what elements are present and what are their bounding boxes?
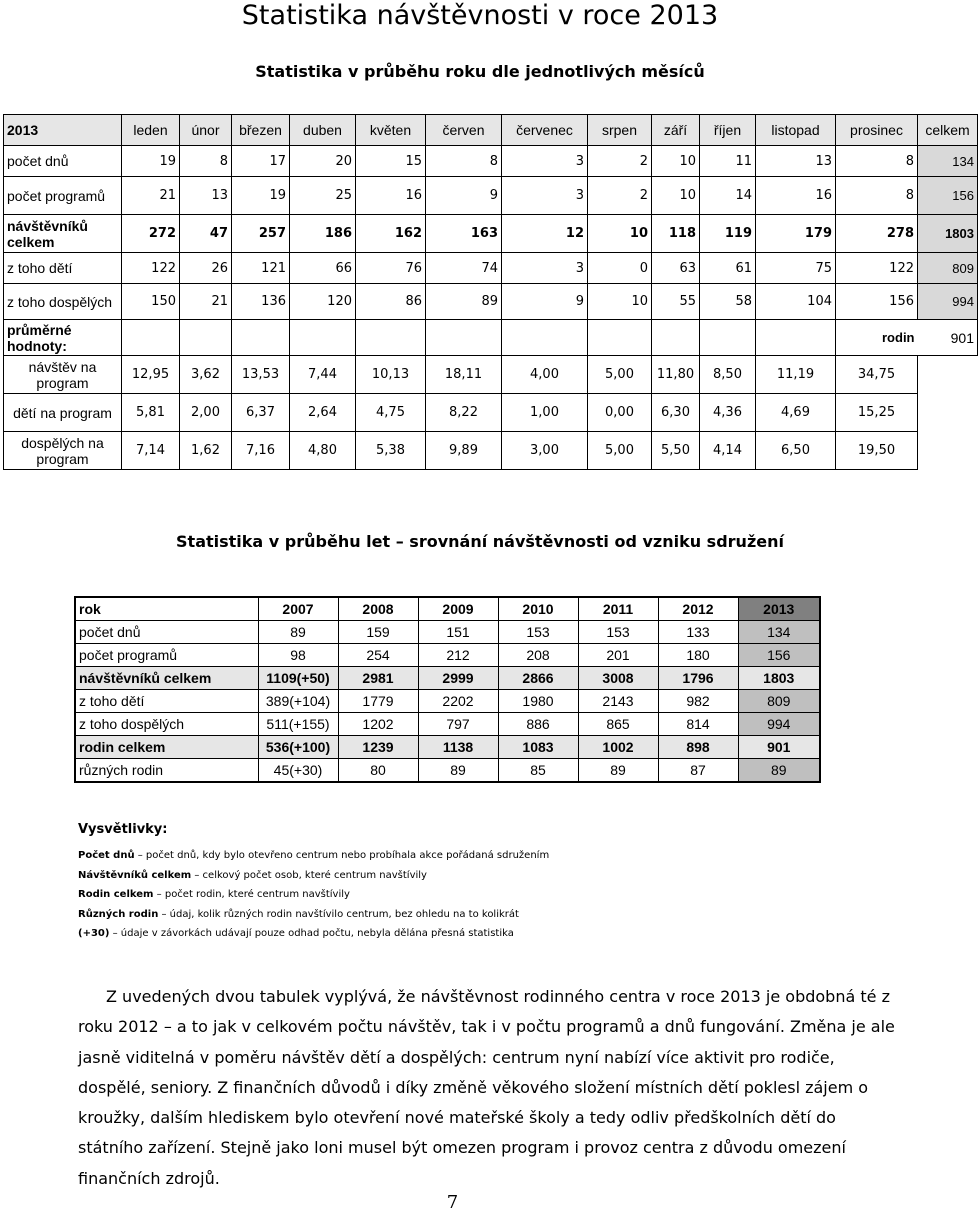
table-cell: 2 <box>588 146 652 177</box>
table-cell: 61 <box>700 253 756 284</box>
row-label: návštěvníků celkem <box>75 667 258 690</box>
table-cell: 257 <box>232 215 290 253</box>
table-cell: 212 <box>418 644 498 667</box>
table-cell: 156 <box>836 284 918 320</box>
legend-text: – údaje v závorkách udávají pouze odhad počtu, nebyla dělána přesná statistika <box>109 928 514 939</box>
rodin-label: rodin <box>836 320 918 356</box>
table-cell: 2009 <box>418 597 498 621</box>
table-cell: 797 <box>418 713 498 736</box>
table-cell: 12,95 <box>122 356 180 394</box>
table-cell: 18,11 <box>426 356 502 394</box>
table-cell: 3,62 <box>180 356 232 394</box>
table-row <box>75 736 820 759</box>
table-cell: 21 <box>122 177 180 215</box>
table-cell: 6,50 <box>756 432 836 470</box>
table-cell: 1779 <box>338 690 418 713</box>
table-cell: 1138 <box>418 736 498 759</box>
table-cell: 0 <box>588 253 652 284</box>
table-cell: 12 <box>502 215 588 253</box>
table-cell: 19,50 <box>836 432 918 470</box>
table-cell: 886 <box>498 713 578 736</box>
table-cell: 15,25 <box>836 394 918 432</box>
table-cell: 118 <box>652 215 700 253</box>
table-cell: 2202 <box>418 690 498 713</box>
table-cell: 122 <box>836 253 918 284</box>
table-cell: 8,50 <box>700 356 756 394</box>
yearly-table <box>74 596 821 783</box>
month-header: květen <box>356 115 426 146</box>
empty-cell <box>290 320 356 356</box>
empty-cell <box>756 320 836 356</box>
month-header: červen <box>426 115 502 146</box>
table-cell: 74 <box>426 253 502 284</box>
legend <box>78 822 549 944</box>
legend-text: – celkový počet osob, které centrum navštívily <box>191 869 427 881</box>
table-cell: 89 <box>738 759 820 783</box>
table-row <box>75 690 820 713</box>
table-cell: 87 <box>658 759 738 783</box>
total-cell: 134 <box>918 146 978 177</box>
total-cell: 156 <box>918 177 978 215</box>
table-cell: 2010 <box>498 597 578 621</box>
table-cell: 5,38 <box>356 432 426 470</box>
month-header: prosinec <box>836 115 918 146</box>
table-cell: 156 <box>738 644 820 667</box>
table-cell: 89 <box>578 759 658 783</box>
table-cell: 254 <box>338 644 418 667</box>
page-title: Statistika návštěvnosti v roce 2013 <box>241 0 719 31</box>
table-cell: 898 <box>658 736 738 759</box>
table-cell: 9 <box>502 284 588 320</box>
table-cell: 19 <box>122 146 180 177</box>
empty-cell <box>652 320 700 356</box>
table-cell: 1239 <box>338 736 418 759</box>
month-header: říjen <box>700 115 756 146</box>
table-cell: 4,69 <box>756 394 836 432</box>
table-cell: 186 <box>290 215 356 253</box>
table-cell: 80 <box>338 759 418 783</box>
table-cell: 134 <box>738 621 820 644</box>
month-header: duben <box>290 115 356 146</box>
table-cell: 14 <box>700 177 756 215</box>
table-cell: 63 <box>652 253 700 284</box>
row-label: rodin celkem <box>75 736 258 759</box>
table-cell: 2,00 <box>180 394 232 432</box>
table-cell: 13 <box>180 177 232 215</box>
table-cell: 809 <box>738 690 820 713</box>
row-label: počet programů <box>75 644 258 667</box>
table-cell: 994 <box>738 713 820 736</box>
table-cell: 75 <box>756 253 836 284</box>
table-cell: 5,00 <box>588 356 652 394</box>
table-cell: 1002 <box>578 736 658 759</box>
yearly-heading: Statistika v průběhu let – srovnání návštěvnosti od vzniku sdružení <box>176 532 784 551</box>
month-header: leden <box>122 115 180 146</box>
legend-item <box>78 866 549 886</box>
table-cell: 2007 <box>258 597 338 621</box>
table-cell: 151 <box>418 621 498 644</box>
table-cell: 11,19 <box>756 356 836 394</box>
table-row <box>75 597 820 621</box>
table-row <box>4 215 978 253</box>
table-cell: 2866 <box>498 667 578 690</box>
month-header: září <box>652 115 700 146</box>
table-cell: 119 <box>700 215 756 253</box>
row-label: různých rodin <box>75 759 258 783</box>
table-cell: 180 <box>658 644 738 667</box>
table-cell: 121 <box>232 253 290 284</box>
table-cell: 104 <box>756 284 836 320</box>
table-cell: 86 <box>356 284 426 320</box>
averages-header-row <box>4 320 978 356</box>
table-cell: 76 <box>356 253 426 284</box>
table-cell: 814 <box>658 713 738 736</box>
table-cell: 136 <box>232 284 290 320</box>
table-cell: 901 <box>738 736 820 759</box>
table-cell: 2011 <box>578 597 658 621</box>
summary-paragraph <box>78 982 898 1194</box>
empty-cell <box>588 320 652 356</box>
table-cell: 133 <box>658 621 738 644</box>
monthly-table <box>3 114 978 470</box>
table-cell: 55 <box>652 284 700 320</box>
row-label: návštěv na program <box>4 356 122 394</box>
table-cell: 85 <box>498 759 578 783</box>
table-cell: 47 <box>180 215 232 253</box>
table-cell: 536(+100) <box>258 736 338 759</box>
table-cell: 1803 <box>738 667 820 690</box>
table-cell: 8 <box>426 146 502 177</box>
empty-cell <box>232 320 290 356</box>
table-cell: 120 <box>290 284 356 320</box>
summary-text: Z uvedených dvou tabulek vyplývá, že návštěvnost rodinného centra v roce 2013 je obdobná té z roku 2012 – a to jak v celkovém počtu návštěv, tak i v počtu programů a dnů fungování. Změna je ale jasně viditelná v poměru návštěv dětí a dospělých: centrum nyní nabízí více aktivit pro rodiče, dospělé, seniory. Z finančních důvodů i díky změně věkového složení místních dětí poklesl zájem o kroužky, dalším hlediskem bylo otevření nové mateřské školy a tedy odliv předškolních dětí do státního zařízení. Stejně jako loni musel být omezen program i provoz centra z důvodu omezení finančních zdrojů. <box>78 987 895 1188</box>
table-cell: 6,30 <box>652 394 700 432</box>
table-cell: 26 <box>180 253 232 284</box>
table-cell: 159 <box>338 621 418 644</box>
table-cell: 3,00 <box>502 432 588 470</box>
legend-term: Návštěvníků celkem <box>78 869 192 881</box>
table-row <box>75 759 820 783</box>
table-cell: 7,16 <box>232 432 290 470</box>
table-cell: 389(+104) <box>258 690 338 713</box>
table-cell: 10 <box>652 146 700 177</box>
legend-text: – počet dnů, kdy bylo otevřeno centrum nebo probíhala akce pořádaná sdružením <box>134 850 550 861</box>
table-cell: 2008 <box>338 597 418 621</box>
empty-cell <box>918 432 978 470</box>
row-label: počet dnů <box>75 621 258 644</box>
average-row <box>4 394 978 432</box>
table-cell: 162 <box>356 215 426 253</box>
page-number: 7 <box>446 1192 459 1213</box>
table-cell: 865 <box>578 713 658 736</box>
average-row <box>4 356 978 394</box>
table-cell: 89 <box>258 621 338 644</box>
table-cell: 21 <box>180 284 232 320</box>
table-cell: 2999 <box>418 667 498 690</box>
averages-label: průměrné hodnoty: <box>4 320 122 356</box>
table-cell: 1202 <box>338 713 418 736</box>
row-label: návštěvníků celkem <box>4 215 122 253</box>
table-cell: 1083 <box>498 736 578 759</box>
month-header: srpen <box>588 115 652 146</box>
table-cell: 13 <box>756 146 836 177</box>
table-cell: 10 <box>588 215 652 253</box>
table-cell: 4,36 <box>700 394 756 432</box>
table-cell: 1,00 <box>502 394 588 432</box>
table-cell: 19 <box>232 177 290 215</box>
table-header-row <box>4 115 978 146</box>
table-cell: 153 <box>578 621 658 644</box>
table-cell: 3 <box>502 146 588 177</box>
table-row <box>75 667 820 690</box>
monthly-heading: Statistika v průběhu roku dle jednotlivých měsíců <box>255 62 705 81</box>
table-cell: 13,53 <box>232 356 290 394</box>
table-cell: 153 <box>498 621 578 644</box>
empty-cell <box>918 394 978 432</box>
table-cell: 10,13 <box>356 356 426 394</box>
legend-term: (+30) <box>78 928 110 939</box>
legend-item <box>78 905 549 925</box>
table-cell: 8 <box>836 146 918 177</box>
table-cell: 2981 <box>338 667 418 690</box>
empty-cell <box>122 320 180 356</box>
legend-item <box>78 924 549 944</box>
legend-heading: Vysvětlivky: <box>78 822 168 837</box>
table-cell: 8 <box>180 146 232 177</box>
table-cell: 25 <box>290 177 356 215</box>
table-cell: 511(+155) <box>258 713 338 736</box>
table-cell: 4,80 <box>290 432 356 470</box>
table-cell: 5,50 <box>652 432 700 470</box>
table-cell: 89 <box>426 284 502 320</box>
month-header: březen <box>232 115 290 146</box>
table-cell: 16 <box>356 177 426 215</box>
table-cell: 7,14 <box>122 432 180 470</box>
table-cell: 4,75 <box>356 394 426 432</box>
legend-text: – údaj, kolik různých rodin navštívilo centrum, bez ohledu na to kolikrát <box>158 908 519 920</box>
table-cell: 17 <box>232 146 290 177</box>
table-row <box>4 284 978 320</box>
row-label: počet programů <box>4 177 122 215</box>
table-cell: 7,44 <box>290 356 356 394</box>
legend-term: Rodin celkem <box>78 889 154 900</box>
table-cell: 58 <box>700 284 756 320</box>
table-cell: 11,80 <box>652 356 700 394</box>
table-row <box>75 644 820 667</box>
row-label: z toho dospělých <box>75 713 258 736</box>
table-cell: 89 <box>418 759 498 783</box>
year-label: 2013 <box>4 115 122 146</box>
table-cell: 9,89 <box>426 432 502 470</box>
month-header: listopad <box>756 115 836 146</box>
legend-item <box>78 885 549 905</box>
empty-cell <box>918 356 978 394</box>
total-cell: 994 <box>918 284 978 320</box>
table-cell: 3 <box>502 177 588 215</box>
month-header: celkem <box>918 115 978 146</box>
empty-cell <box>502 320 588 356</box>
empty-cell <box>700 320 756 356</box>
table-cell: 2012 <box>658 597 738 621</box>
row-label: dospělých na program <box>4 432 122 470</box>
table-cell: 8 <box>836 177 918 215</box>
table-cell: 1,62 <box>180 432 232 470</box>
table-cell: 2,64 <box>290 394 356 432</box>
table-cell: 16 <box>756 177 836 215</box>
table-cell: 1980 <box>498 690 578 713</box>
row-label: rok <box>75 597 258 621</box>
table-cell: 2 <box>588 177 652 215</box>
table-cell: 150 <box>122 284 180 320</box>
table-cell: 10 <box>588 284 652 320</box>
table-cell: 34,75 <box>836 356 918 394</box>
table-cell: 5,00 <box>588 432 652 470</box>
table-cell: 4,14 <box>700 432 756 470</box>
legend-term: Různých rodin <box>78 908 159 920</box>
table-cell: 179 <box>756 215 836 253</box>
month-header: červenec <box>502 115 588 146</box>
table-cell: 163 <box>426 215 502 253</box>
table-cell: 11 <box>700 146 756 177</box>
table-cell: 98 <box>258 644 338 667</box>
table-cell: 10 <box>652 177 700 215</box>
table-cell: 3 <box>502 253 588 284</box>
row-label: počet dnů <box>4 146 122 177</box>
row-label: z toho dětí <box>75 690 258 713</box>
legend-term: Počet dnů <box>78 850 135 861</box>
table-cell: 15 <box>356 146 426 177</box>
empty-cell <box>356 320 426 356</box>
table-cell: 8,22 <box>426 394 502 432</box>
row-label: z toho dospělých <box>4 284 122 320</box>
average-row <box>4 432 978 470</box>
table-cell: 66 <box>290 253 356 284</box>
table-row <box>4 177 978 215</box>
table-cell: 1109(+50) <box>258 667 338 690</box>
table-cell: 208 <box>498 644 578 667</box>
table-cell: 20 <box>290 146 356 177</box>
row-label: z toho dětí <box>4 253 122 284</box>
rodin-value: 901 <box>918 320 978 356</box>
empty-cell <box>426 320 502 356</box>
row-label: dětí na program <box>4 394 122 432</box>
total-cell: 1803 <box>918 215 978 253</box>
table-cell: 122 <box>122 253 180 284</box>
total-cell: 809 <box>918 253 978 284</box>
table-cell: 2013 <box>738 597 820 621</box>
table-cell: 278 <box>836 215 918 253</box>
table-cell: 201 <box>578 644 658 667</box>
table-row <box>4 146 978 177</box>
table-cell: 45(+30) <box>258 759 338 783</box>
month-header: únor <box>180 115 232 146</box>
table-cell: 1796 <box>658 667 738 690</box>
table-cell: 982 <box>658 690 738 713</box>
table-cell: 0,00 <box>588 394 652 432</box>
table-cell: 4,00 <box>502 356 588 394</box>
table-row <box>75 713 820 736</box>
table-cell: 2143 <box>578 690 658 713</box>
table-cell: 3008 <box>578 667 658 690</box>
legend-text: – počet rodin, které centrum navštívily <box>153 889 350 900</box>
table-row <box>75 621 820 644</box>
table-cell: 9 <box>426 177 502 215</box>
table-row <box>4 253 978 284</box>
table-cell: 5,81 <box>122 394 180 432</box>
empty-cell <box>180 320 232 356</box>
table-cell: 272 <box>122 215 180 253</box>
table-cell: 6,37 <box>232 394 290 432</box>
legend-item <box>78 846 549 866</box>
